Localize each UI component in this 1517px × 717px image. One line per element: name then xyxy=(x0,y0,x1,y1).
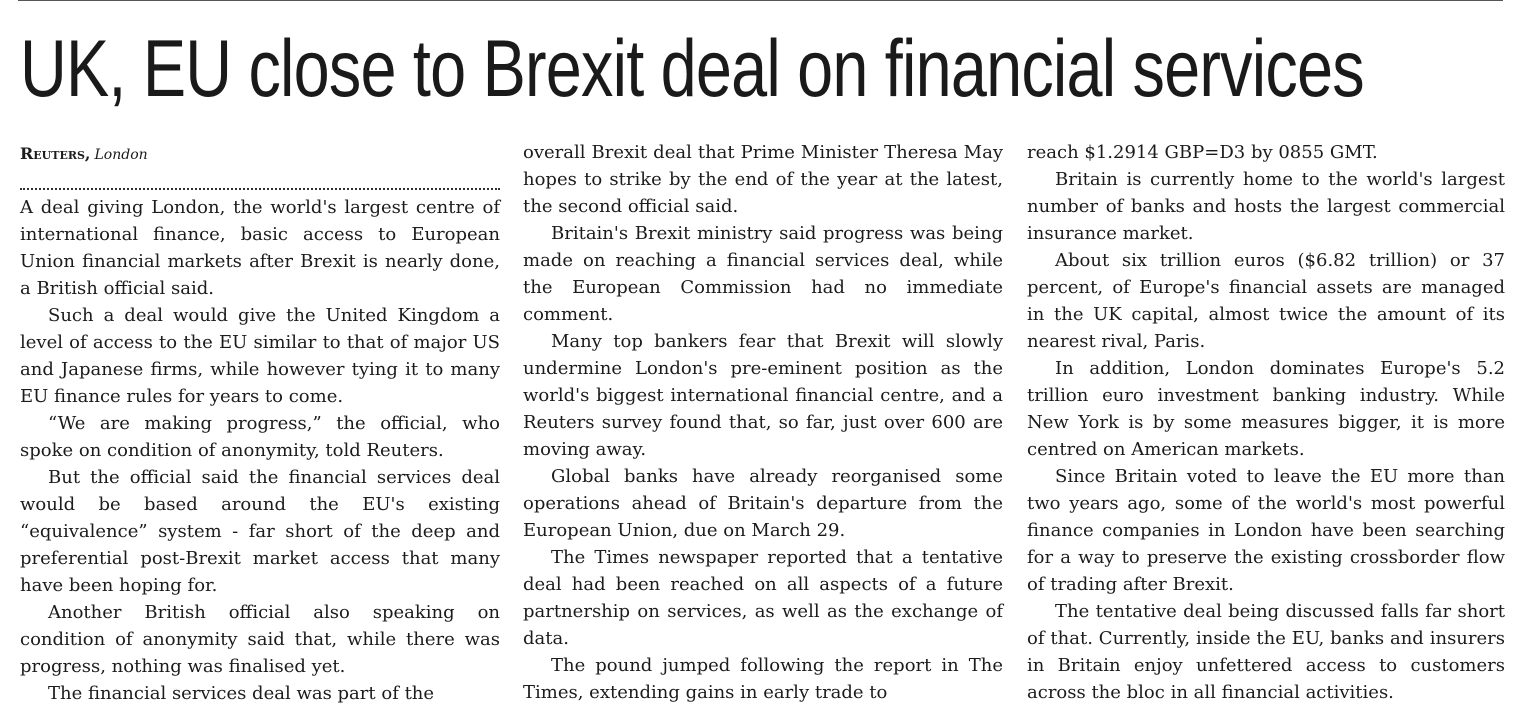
article-column-1 xyxy=(20,140,500,707)
paragraph: The financial services deal was part of the xyxy=(48,683,435,704)
article-column-3 xyxy=(1027,139,1505,706)
byline xyxy=(20,140,500,168)
paragraph: “We are making progress,” the official, who spoke on condition of anonymity, told Reuters. xyxy=(20,413,500,461)
paragraph: The tentative deal being discussed falls far short of that. Currently, inside the EU, banks and insurers in Britain enjoy unfettered access to customers across the bloc in all financial activities. xyxy=(1027,601,1505,703)
paragraph: overall Brexit deal that Prime Minister Theresa May hopes to strike by the end of the year at the latest, the second official said. xyxy=(523,142,1003,217)
paragraph: A deal giving London, the world's largest centre of international finance, basic access to European Union financial markets after Brexit is nearly done, a British official said. xyxy=(20,197,500,299)
top-rule xyxy=(18,0,1503,1)
paragraph: But the official said the financial services deal would be based around the EU's existing “equivalence” system - far short of the deep and preferential post-Brexit market access that many have been hoping for. xyxy=(20,467,500,596)
paragraph: reach $1.2914 GBP=D3 by 0855 GMT. xyxy=(1027,142,1378,163)
byline-agency: Reuters, xyxy=(20,144,91,163)
paragraph: The pound jumped following the report in The Times, extending gains in early trade to xyxy=(523,655,1003,703)
paragraph: Such a deal would give the United Kingdom a level of access to the EU similar to that of major US and Japanese firms, while however tying it to many EU finance rules for years to come. xyxy=(20,305,500,407)
paragraph: In addition, London dominates Europe's 5.2 trillion euro investment banking industry. While New York is by some measures bigger, it is more centred on American markets. xyxy=(1027,358,1505,460)
paragraph: The Times newspaper reported that a tentative deal had been reached on all aspects of a future partnership on services, as well as the exchange of data. xyxy=(523,547,1003,649)
article-column-2 xyxy=(523,139,1003,706)
byline-city: London xyxy=(94,147,148,163)
headline: UK, EU close to Brexit deal on financial services xyxy=(20,24,1364,114)
paragraph: About six trillion euros ($6.82 trillion) or 37 percent, of Europe's financial assets are managed in the UK capital, almost twice the amount of its nearest rival, Paris. xyxy=(1027,250,1505,352)
paragraph: Many top bankers fear that Brexit will slowly undermine London's pre-eminent position as the world's biggest international financial centre, and a Reuters survey found that, so far, just over 600 are moving away. xyxy=(523,331,1003,460)
dotted-separator xyxy=(20,168,500,190)
paragraph: Global banks have already reorganised some operations ahead of Britain's departure from the European Union, due on March 29. xyxy=(523,466,1003,541)
paragraph: Another British official also speaking on condition of anonymity said that, while there was progress, nothing was finalised yet. xyxy=(20,602,500,677)
paragraph: Britain is currently home to the world's largest number of banks and hosts the largest commercial insurance market. xyxy=(1027,169,1505,244)
paragraph: Britain's Brexit ministry said progress was being made on reaching a financial services deal, while the European Commission had no immediate comment. xyxy=(523,223,1003,325)
paragraph: Since Britain voted to leave the EU more than two years ago, some of the world's most powerful finance companies in London have been searching for a way to preserve the existing crossborder flow of trading after Brexit. xyxy=(1027,466,1505,595)
